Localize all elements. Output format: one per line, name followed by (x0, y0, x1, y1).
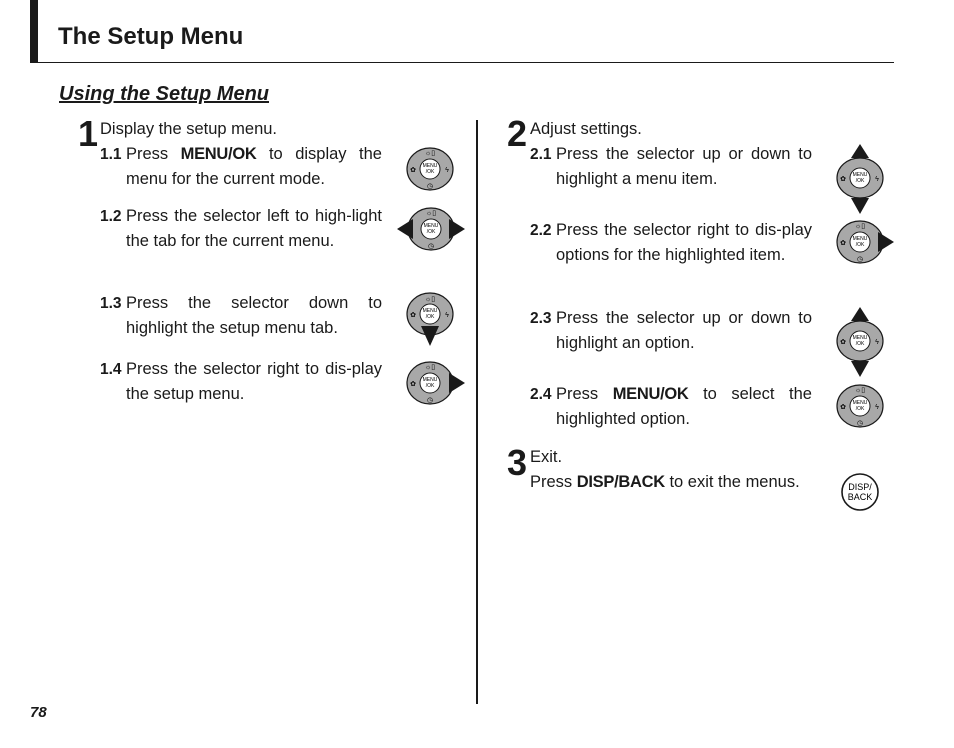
svg-text:◷: ◷ (426, 397, 434, 404)
svg-text:☼▯: ☼▯ (425, 210, 437, 217)
svg-text:☼▯: ☼▯ (424, 364, 436, 371)
step-3-text: Press DISP/BACK to exit the menus. (530, 473, 800, 491)
selector-right-icon (828, 216, 898, 273)
svg-text:MENU: MENU (422, 377, 438, 383)
svg-text:MENU: MENU (852, 172, 868, 178)
section-title: Using the Setup Menu (59, 83, 269, 105)
svg-text:ϟ: ϟ (875, 176, 879, 183)
svg-text:MENU: MENU (852, 335, 868, 341)
svg-text:MENU: MENU (422, 308, 438, 314)
selector-up-down-icon (828, 142, 890, 223)
substep-1-2-number: 1.2 (100, 208, 122, 225)
svg-text:✿: ✿ (840, 176, 846, 183)
selector-up-down-icon (828, 305, 890, 386)
svg-text:/OK: /OK (855, 406, 865, 412)
column-divider (476, 120, 478, 704)
svg-text:/OK: /OK (426, 229, 436, 235)
svg-text:MENU: MENU (422, 163, 438, 169)
disp-back-button-icon (840, 472, 880, 517)
substep-1-2-text: Press the selector left to high-light the tab for the current menu. (126, 207, 382, 250)
substep-1-1-text: Press MENU/OK to display the menu for the current mode. (126, 142, 382, 192)
selector-right-icon (399, 357, 469, 414)
step-2-number: 2 (507, 113, 528, 154)
svg-text:☼▯: ☼▯ (424, 150, 436, 157)
substep-1-4-number: 1.4 (100, 361, 122, 378)
svg-text:◷: ◷ (427, 243, 435, 250)
svg-text:✿: ✿ (410, 381, 416, 388)
page-number: 78 (30, 704, 47, 721)
step-2-title: Adjust settings. (530, 120, 642, 138)
svg-text:✿: ✿ (410, 167, 416, 174)
substep-2-3-text: Press the selector up or down to highlight an option. (556, 309, 812, 352)
svg-text:☼▯: ☼▯ (424, 296, 436, 303)
svg-text:✿: ✿ (840, 339, 846, 346)
menu-ok-button-label: MENU/OK (180, 145, 257, 163)
substep-1-3-number: 1.3 (100, 295, 122, 312)
svg-text:◷: ◷ (426, 183, 434, 190)
svg-text:MENU: MENU (852, 400, 868, 406)
substep-2-1-number: 2.1 (530, 146, 552, 163)
svg-text:☼▯: ☼▯ (854, 387, 866, 394)
selector-icon (399, 142, 469, 199)
substep-2-4-number: 2.4 (530, 386, 552, 403)
svg-text:/OK: /OK (855, 242, 865, 248)
svg-text:ϟ: ϟ (875, 339, 879, 346)
menu-ok-button-label: MENU/OK (612, 385, 689, 403)
substep-2-3-number: 2.3 (530, 310, 552, 327)
page-title: The Setup Menu (58, 23, 244, 50)
header-accent-bar (30, 0, 38, 63)
substep-1-1-number: 1.1 (100, 146, 122, 163)
svg-text:/OK: /OK (425, 169, 435, 175)
selector-icon (828, 380, 890, 437)
disp-back-button-label: DISP/BACK (576, 473, 665, 491)
substep-2-2-text: Press the selector right to dis-play options for the highlighted item. (556, 221, 812, 264)
svg-text:ϟ: ϟ (445, 167, 449, 174)
svg-text:/OK: /OK (425, 314, 435, 320)
step-3-number: 3 (507, 442, 528, 483)
selector-down-icon (399, 290, 469, 355)
svg-text:✿: ✿ (840, 240, 846, 247)
svg-text:✿: ✿ (410, 312, 416, 319)
substep-2-4-text: Press MENU/OK to select the highlighted option. (556, 382, 812, 432)
header-rule (30, 62, 894, 63)
substep-1-4-text: Press the selector right to dis-play the setup menu. (126, 360, 382, 403)
step-1-number: 1 (78, 113, 99, 154)
substep-2-2-number: 2.2 (530, 222, 552, 239)
svg-text:◷: ◷ (856, 256, 864, 263)
svg-text:✿: ✿ (840, 404, 846, 411)
svg-text:ϟ: ϟ (445, 312, 449, 319)
svg-text:MENU: MENU (423, 223, 439, 229)
substep-2-1-text: Press the selector up or down to highlight a menu item. (556, 145, 812, 188)
svg-text:◷: ◷ (856, 420, 864, 427)
svg-text:/OK: /OK (425, 383, 435, 389)
step-3-title: Exit. (530, 448, 563, 466)
svg-text:/OK: /OK (855, 341, 865, 347)
svg-text:DISP/: DISP/ (848, 482, 872, 492)
selector-left-right-icon (395, 203, 467, 260)
svg-text:/OK: /OK (855, 178, 865, 184)
step-1-title: Display the setup menu. (100, 120, 278, 138)
svg-text:☼▯: ☼▯ (854, 223, 866, 230)
svg-text:BACK: BACK (847, 492, 873, 502)
svg-text:ϟ: ϟ (875, 404, 879, 411)
svg-text:MENU: MENU (852, 236, 868, 242)
substep-1-3-text: Press the selector down to highlight the setup menu tab. (126, 294, 382, 337)
